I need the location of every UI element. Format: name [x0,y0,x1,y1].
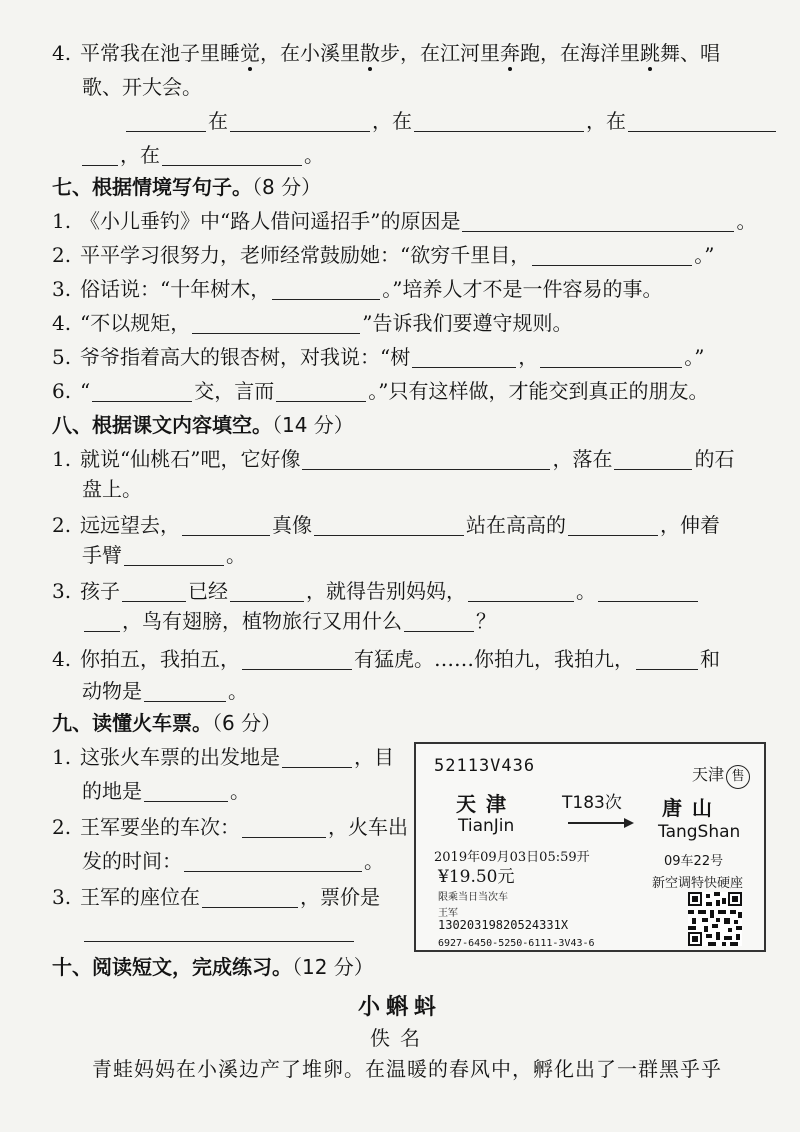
question-4-line-2: 歌、开大会。 [82,75,202,99]
sec7-item-4: 4. “不以规矩， ”告诉我们要遵守规则。 [52,311,573,335]
story-title: 小蝌蚪 [357,995,442,1020]
sec8-item-4: 4. 你拍五，我拍五， 有猛虎。……你拍九，我拍九， 和 [52,647,720,671]
sec7-item-6: 6. “ 交，言而 。”只有这样做，才能交到真正的朋友。 [52,379,709,403]
sec7-item-2: 2. 平平学习很努力，老师经常鼓励她：“欲穷千里目， 。” [52,243,715,267]
sec7-item-3: 3. 俗话说：“十年树木， 。”培养人才不是一件容易的事。 [52,277,663,301]
answer-blank[interactable] [468,579,574,602]
sec8-item-2-line-2: 手臂 。 [82,543,246,567]
answer-blank[interactable] [82,143,118,166]
ticket-code: 6927-6450-5250-6111-3V43-6 [438,938,595,949]
answer-blank[interactable] [202,885,298,908]
question-4-line-1: 4. 平常我在池子里睡觉，在小溪里散步，在江河里奔跑，在海洋里跳舞、唱 [52,38,770,68]
answer-blank[interactable] [144,679,226,702]
section-8-heading: 八、根据课文内容填空。（14 分） [52,413,354,437]
answer-blank[interactable] [144,779,228,802]
section-7-heading: 七、根据情境写句子。（8 分） [52,175,322,199]
answer-blank[interactable] [126,109,206,132]
sec8-item-3-line-2: ，鸟有翅膀，植物旅行又用什么 ？ [52,606,770,636]
answer-blank[interactable] [282,745,352,768]
sec9-item-2: 2. 王军要坐的车次： ，火车出 [52,815,408,839]
answer-blank[interactable] [598,579,698,602]
sec9-item-2-line-2: 发的时间： 。 [82,849,384,873]
answer-blank[interactable] [122,579,186,602]
ticket-limit: 限乘当日当次车 [438,892,508,903]
sec9-item-1-line-2: 的地是 。 [82,779,250,803]
question-4-fill-line-2: ，在 。 [52,140,770,170]
answer-blank[interactable] [184,849,362,872]
answer-blank[interactable] [276,379,366,402]
answer-blank[interactable] [92,379,192,402]
answer-blank[interactable] [192,311,360,334]
sec7-item-5: 5. 爷爷指着高大的银杏树，对我说：“树 ， 。” [52,345,705,369]
ticket-car-seat: 09车22号 [664,854,724,869]
answer-blank[interactable] [242,815,326,838]
sec8-item-1-line-2: 盘上。 [82,477,142,501]
answer-blank[interactable] [84,919,354,942]
answer-blank[interactable] [628,109,776,132]
answer-blank[interactable] [230,579,304,602]
ticket-office: 天津 售 [692,762,750,789]
story-author: 佚名 [370,1026,430,1050]
answer-blank[interactable] [182,513,270,536]
sec9-item-1: 1. 这张火车票的出发地是 ，目 [52,745,394,769]
answer-blank[interactable] [314,513,464,536]
ticket-serial: 52113V436 [434,756,536,776]
sec7-item-1: 1. 《小儿垂钓》中“路人借问遥招手”的原因是 。 [52,209,757,233]
ticket-from-pinyin: TianJin [458,816,515,836]
ticket-price: ¥19.50元 [438,867,515,887]
answer-blank[interactable] [412,345,516,368]
answer-blank[interactable] [614,447,692,470]
answer-blank[interactable] [302,447,550,470]
ticket-train-number: T183次 [562,793,622,813]
question-number: 4. [52,41,72,65]
section-10-heading: 十、阅读短文，完成练习。（12 分） [52,955,374,979]
answer-blank[interactable] [636,647,698,670]
emphasis-dot-char: 跳 [640,41,660,65]
answer-blank[interactable] [540,345,682,368]
answer-blank[interactable] [84,609,120,632]
ticket-datetime: 2019年09月03日05:59开 [434,850,590,865]
sec8-item-1: 1. 就说“仙桃石”吧，它好像 ，落在 的石 [52,447,735,471]
emphasis-dot-char: 觉 [240,41,260,65]
answer-blank[interactable] [124,543,224,566]
sec8-item-4-line-2: 动物是 。 [82,679,248,703]
section-9-heading: 九、读懂火车票。（6 分） [52,711,282,735]
answer-blank[interactable] [242,647,352,670]
answer-blank[interactable] [414,109,584,132]
ticket-to: 唐山 [662,796,722,820]
ticket-id-number: 13020319820524331X [438,918,569,932]
ticket-passenger: 王军 [438,908,458,919]
sec9-item-3-line-2 [52,916,408,946]
ticket-seat-class: 新空调特快硬座 [652,876,744,891]
qr-code-icon [688,892,742,946]
ticket-from: 天津 [456,792,516,816]
sec9-item-3: 3. 王军的座位在 ，票价是 [52,885,380,909]
answer-blank[interactable] [462,209,734,232]
emphasis-dot-char: 散 [360,41,380,65]
emphasis-dot-char: 奔 [500,41,520,65]
sold-stamp-icon: 售 [726,765,750,789]
answer-blank[interactable] [532,243,692,266]
story-paragraph: 青蛙妈妈在小溪边产了堆卵。在温暖的春风中，孵化出了一群黑乎乎 [92,1057,722,1081]
sec8-item-3: 3. 孩子 已经 ，就得告别妈妈， 。 [52,576,770,606]
answer-blank[interactable] [404,609,474,632]
answer-blank[interactable] [162,143,302,166]
direction-arrow-icon [566,816,636,830]
train-ticket [414,742,766,952]
ticket-to-pinyin: TangShan [658,822,741,842]
answer-blank[interactable] [568,513,658,536]
answer-blank[interactable] [272,277,380,300]
answer-blank[interactable] [230,109,370,132]
question-4-fill-line: 在 ，在 ，在 [52,106,770,136]
sec8-item-2: 2. 远远望去， 真像 站在高高的 ，伸着 [52,513,720,537]
